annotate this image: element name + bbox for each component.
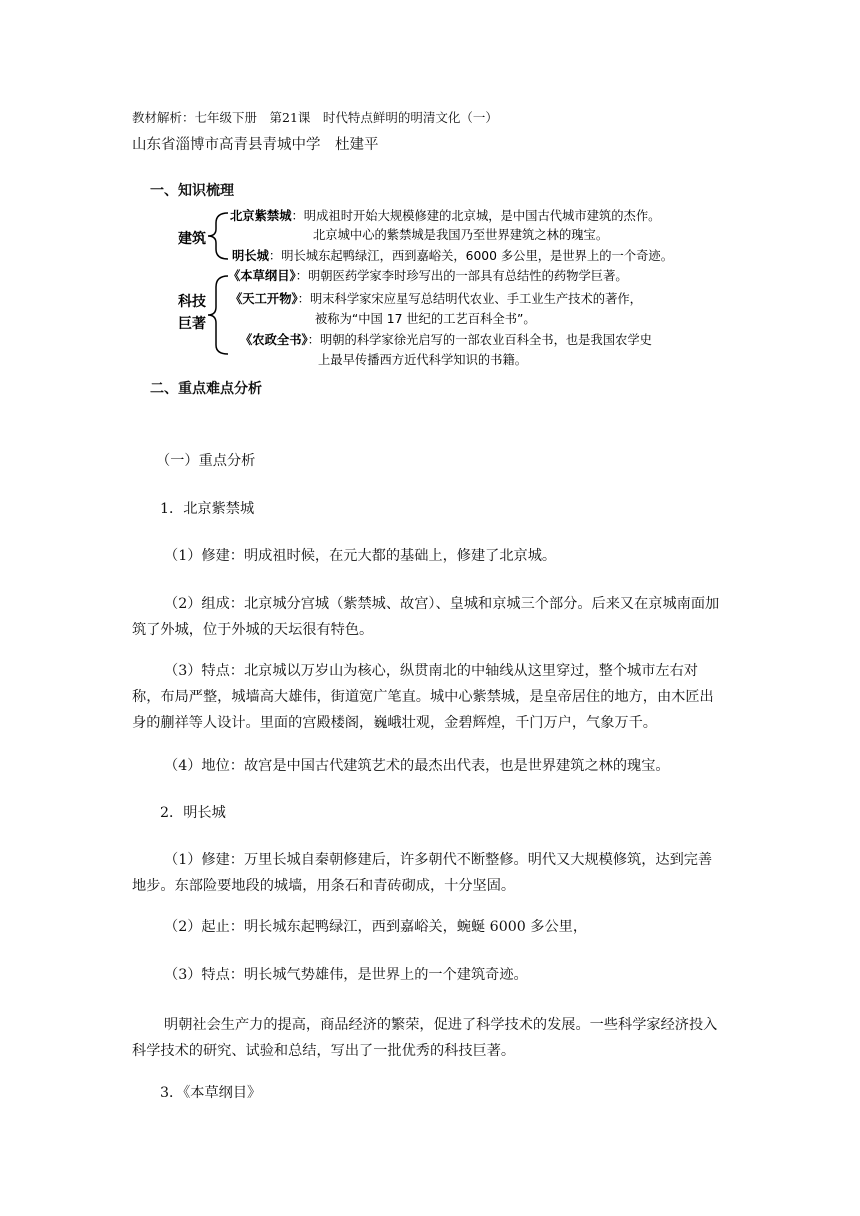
item1-construction: （1）修建：明成祖时候，在元大都的基础上，修建了北京城。 — [164, 548, 557, 564]
bencao-entry — [228, 266, 628, 284]
category-architecture: 建筑 — [178, 231, 206, 247]
forbidden-city-desc: ：明成祖时开始大规模修建的北京城，是中国古代城市建筑的杰作。 — [291, 209, 661, 223]
doc-header-line1: 教材解析：七年级下册 第21课 时代特点鲜明的明清文化（一） — [132, 110, 498, 125]
category-science-2: 巨著 — [178, 316, 206, 332]
tiangong-term: 《天工开物》 — [230, 292, 298, 306]
architecture-brace — [208, 213, 228, 259]
item1-features: （3）特点：北京城以万岁山为核心，纵贯南北的中轴线从这里穿过，整个城市左右对称，布局严整，城墙高大雄伟，街道宽广笔直。城中心紫禁城，是皇帝居住的地方，由木匠出身的蒯祥等人设计。里面的宫殿楼阁，巍峨壮观，金碧辉煌，千门万户，气象万千。 — [132, 663, 714, 731]
knowledge-diagram — [170, 203, 730, 373]
forbidden-city-entry — [230, 206, 660, 224]
item1-composition: （2）组成：北京城分宫城（紫禁城、故宫）、皇城和京城三个部分。后来又在京城南面加筑了外城，位于外城的天坛很有特色。 — [132, 596, 720, 638]
doc-header-author: 山东省淄博市高青县青城中学 杜建平 — [132, 137, 379, 153]
great-wall-desc: ：明长城东起鸭绿江，西到嘉峪关，6000 多公里，是世界上的一个奇迹。 — [268, 249, 674, 263]
forbidden-city-term: 北京紫禁城 — [230, 209, 292, 223]
nongzheng-desc2: 上最早传播西方近代科学知识的书籍。 — [318, 353, 528, 367]
great-wall-term: 明长城 — [232, 249, 269, 263]
nongzheng-entry — [240, 330, 652, 348]
item2-heading: 2．明长城 — [160, 805, 226, 821]
section2-title: 二、重点难点分析 — [150, 381, 262, 397]
nongzheng-term: 《农政全书》 — [240, 333, 308, 347]
bencao-term: 《本草纲目》 — [228, 269, 296, 283]
subsection-key-points: （一）重点分析 — [156, 453, 256, 469]
item1-heading: 1．北京紫禁城 — [160, 501, 255, 517]
item2-construction: （1）修建：万里长城自秦朝修建后，许多朝代不断整修。明代又大规模修筑，达到完善地步。东部险要地段的城墙，用条石和青砖砌成，十分坚固。 — [132, 852, 713, 894]
item1-status: （4）地位：故宫是中国古代建筑艺术的最杰出代表，也是世界建筑之林的瑰宝。 — [164, 758, 670, 774]
category-science-1: 科技 — [178, 294, 206, 310]
science-intro-paragraph: 明朝社会生产力的提高，商品经济的繁荣，促进了科学技术的发展。一些科学家经济投入科学技术的研究、试验和总结，写出了一批优秀的科技巨著。 — [132, 1017, 718, 1059]
tiangong-desc: ：明末科学家宋应星写总结明代农业、手工业生产技术的著作， — [297, 292, 642, 306]
science-brace — [208, 276, 228, 354]
item3-heading: 3．《本草纲目》 — [160, 1085, 262, 1101]
item2-range: （2）起止：明长城东起鸭绿江，西到嘉峪关，蜿蜒 6000 多公里， — [164, 919, 588, 935]
nongzheng-desc: ：明朝的科学家徐光启写的一部农业百科全书，也是我国农学史 — [307, 333, 652, 347]
forbidden-city-desc2: 北京城中心的紫禁城是我国乃至世界建筑之林的瑰宝。 — [313, 228, 609, 242]
tiangong-desc2: 被称为“中国 17 世纪的工艺百科全书”。 — [315, 312, 536, 326]
bencao-desc: ：明朝医药学家李时珍写出的一部具有总结性的药物学巨著。 — [295, 269, 628, 283]
great-wall-entry — [232, 246, 673, 264]
section1-title: 一、知识梳理 — [150, 183, 234, 199]
tiangong-entry — [230, 289, 642, 307]
item2-features: （3）特点：明长城气势雄伟，是世界上的一个建筑奇迹。 — [164, 967, 528, 983]
